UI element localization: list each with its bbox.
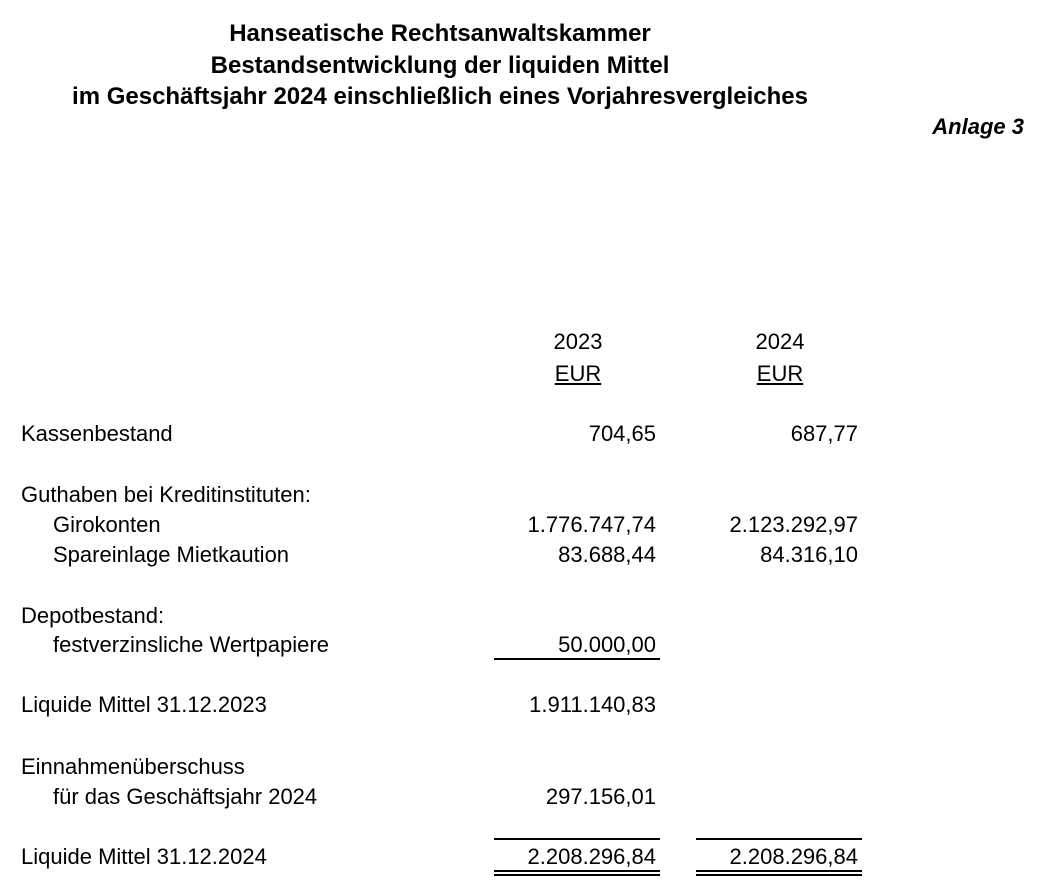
value-kassenbestand-2024: 687,77 bbox=[790, 421, 858, 446]
value-liquide-2024-col-2023: 2.208.296,84 bbox=[527, 844, 656, 869]
column-currency-2023: EUR bbox=[554, 361, 602, 386]
column-year-2023: 2023 bbox=[553, 329, 603, 354]
row-label-spareinlage: Spareinlage Mietkaution bbox=[53, 542, 290, 567]
value-liquide-2024-col-2024: 2.208.296,84 bbox=[729, 844, 858, 869]
appendix-label: Anlage 3 bbox=[932, 114, 1024, 139]
value-girokonten-2024: 2.123.292,97 bbox=[729, 512, 858, 537]
total-double-rule-2023 bbox=[494, 870, 660, 876]
document-subtitle-line: im Geschäftsjahr 2024 einschließlich eines Vorjahresvergleiches bbox=[72, 83, 808, 110]
total-top-rule-2023 bbox=[494, 838, 660, 840]
value-girokonten-2023: 1.776.747,74 bbox=[527, 512, 656, 537]
value-wertpapiere-2023: 50.000,00 bbox=[558, 632, 656, 657]
section-label-guthaben: Guthaben bei Kreditinstituten: bbox=[21, 482, 311, 507]
value-spareinlage-2024: 84.316,10 bbox=[760, 542, 858, 567]
total-top-rule-2024 bbox=[696, 838, 862, 840]
value-liquide-2023: 1.911.140,83 bbox=[529, 692, 656, 717]
value-spareinlage-2023: 83.688,44 bbox=[558, 542, 656, 567]
row-label-girokonten: Girokonten bbox=[53, 512, 161, 537]
total-double-rule-2024 bbox=[696, 870, 862, 876]
row-label-liquide-2024: Liquide Mittel 31.12.2024 bbox=[21, 844, 267, 869]
row-label-einnahmen: für das Geschäftsjahr 2024 bbox=[53, 784, 318, 809]
document-subtitle: Bestandsentwicklung der liquiden Mittel bbox=[210, 52, 670, 79]
subtotal-rule-2023 bbox=[494, 658, 660, 660]
row-label-kassenbestand: Kassenbestand bbox=[21, 421, 173, 446]
section-label-depot: Depotbestand: bbox=[21, 603, 165, 628]
column-year-2024: 2024 bbox=[755, 329, 805, 354]
row-label-liquide-2023: Liquide Mittel 31.12.2023 bbox=[21, 692, 267, 717]
value-kassenbestand-2023: 704,65 bbox=[588, 421, 656, 446]
section-label-einnahmen: Einnahmenüberschuss bbox=[21, 754, 245, 779]
row-label-wertpapiere: festverzinsliche Wertpapiere bbox=[53, 632, 329, 657]
document-title: Hanseatische Rechtsanwaltskammer bbox=[229, 20, 651, 47]
value-einnahmen-2023: 297.156,01 bbox=[545, 784, 656, 809]
column-currency-2024: EUR bbox=[756, 361, 804, 386]
